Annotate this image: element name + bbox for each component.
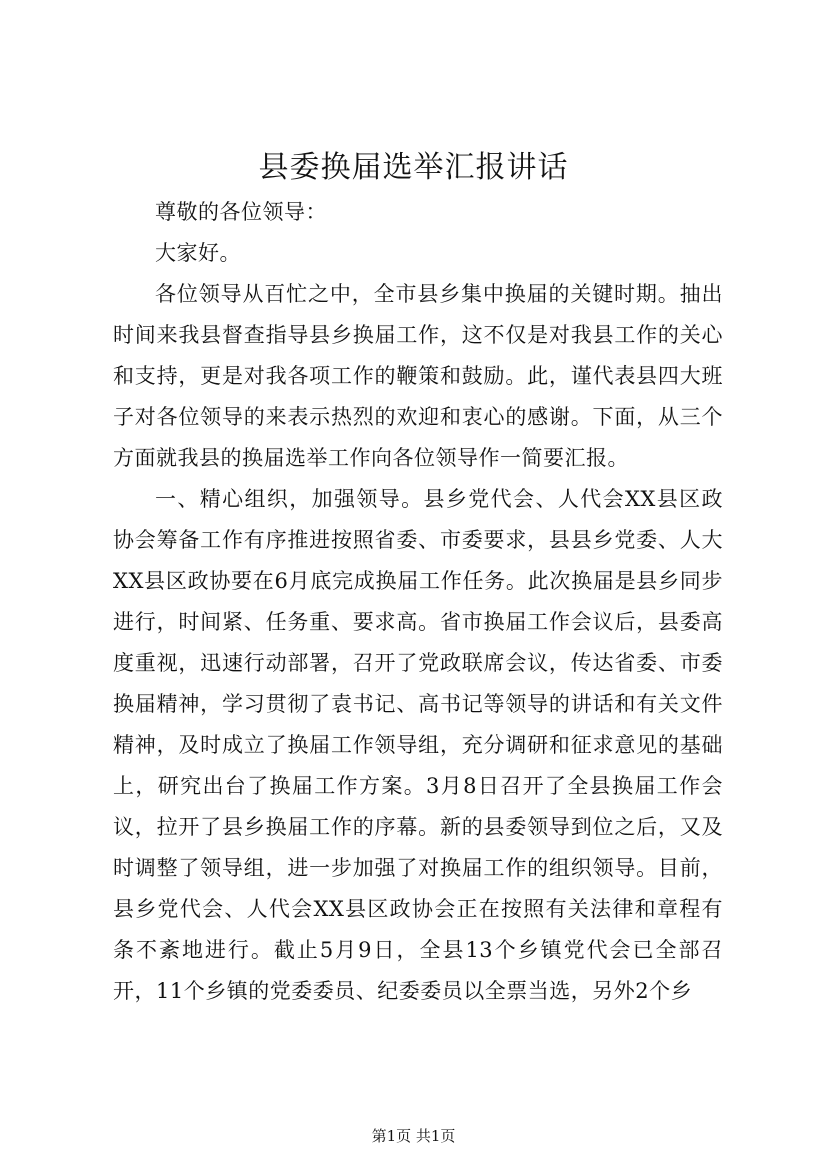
intro-paragraph: 各位领导从百忙之中，全市县乡集中换届的关键时期。抽出时间来我县督查指导县乡换届工作，这不仅是对我县工作的关心和支持，更是对我各项工作的鞭策和鼓励。此，谨代表县四大班子对各位领导的来表示热烈的欢迎和衷心的感谢。下面，从三个方面就我县的换届选举工作向各位领导作一简要汇报。 <box>113 282 723 470</box>
page-number-footer: 第1页 共1页 <box>371 1127 456 1145</box>
salutation-paragraph: 尊敬的各位领导： <box>155 200 327 224</box>
greeting-paragraph: 大家好。 <box>155 241 241 265</box>
section-one-paragraph: 一、精心组织，加强领导。县乡党代会、人代会XX县区政协会筹备工作有序推进按照省委、市委要求，县县乡党委、人大XX县区政协要在6月底完成换届工作任务。此次换届是县乡同步进行，时间紧、任务重、要求高。省市换届工作会议后，县委高度重视，迅速行动部署，召开了党政联席会议，传达省委、市委换届精神，学习贯彻了袁书记、高书记等领导的讲话和有关文件精神，及时成立了换届工作领导组，充分调研和征求意见的基础上，研究出台了换届工作方案。3月8日召开了全县换届工作会议，拉开了县乡换届工作的序幕。新的县委领导到位之后，又及时调整了领导组，进一步加强了对换届工作的组织领导。目前，县乡党代会、人代会XX县区政协会正在按照有关法律和章程有条不紊地进行。截止5月9日，全县13个乡镇党代会已全部召开，11个乡镇的党委委员、纪委委员以全票当选，另外2个乡 <box>113 487 723 1003</box>
document-body <box>113 192 723 1012</box>
document-title: 县委换届选举汇报讲话 <box>258 150 569 185</box>
